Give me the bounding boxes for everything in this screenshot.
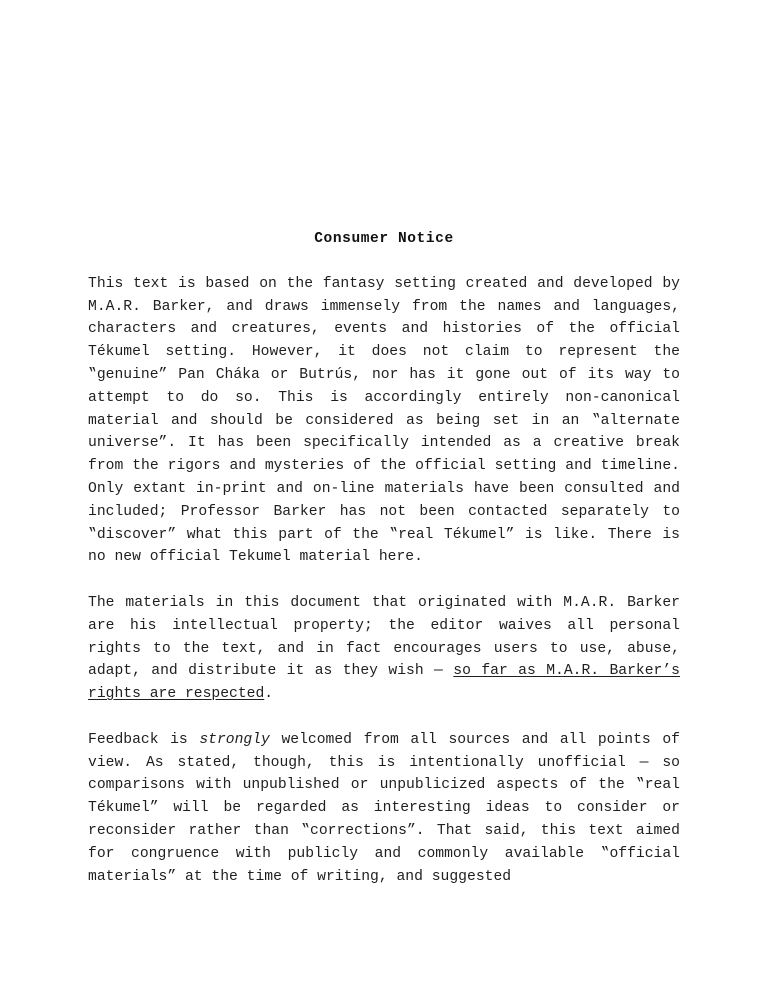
page-title: Consumer Notice	[314, 231, 454, 247]
paragraph-feedback	[88, 729, 680, 889]
emphasis-text: strongly	[199, 731, 270, 748]
paragraph-disclaimer	[88, 273, 680, 569]
text-run: The materials in this document that originated with M.A.R. Barker are his intellectual property; the editor waives all personal rights to the text, and in fact encourages users to use, abuse, adapt, and distribute it as they wish —	[88, 594, 680, 680]
document-body	[88, 228, 680, 888]
underlined-text: so far as M.A.R. Barker’s rights are respected	[88, 663, 680, 703]
text-run: This text is based on the fantasy setting created and developed by M.A.R. Barker, and draws immensely from the names and languages, characters and creatures, events and histories of the official Tékumel setting. However, it does not claim to represent the ‟genuine” Pan Cháka or Butrús, nor has it gone out of its way to attempt to do so. This is accordingly entirely non-canonical material and should be considered as being set in an ‟alternate universe”. It has been specifically intended as a creative break from the rigors and mysteries of the official setting and timeline. Only extant in-print and on-line materials have been consulted and included; Professor Barker has not been contacted separately to ‟discover” what this part of the ‟real Tékumel” is like. There is no new official Tekumel material here.	[88, 275, 680, 566]
text-run: welcomed from all sources and all points of view. As stated, though, this is intentionally unofficial — so comparisons with unpublished or unpublicized aspects of the ‟real Tékumel” will be regarded as interesting ideas to consider or reconsider rather than ‟corrections”. That said, this text aimed for congruence with publicly and commonly available ‟official materials” at the time of writing, and suggested	[88, 731, 680, 885]
paragraph-rights	[88, 592, 680, 706]
text-run: .	[264, 686, 274, 703]
text-run: Feedback is	[88, 731, 200, 748]
